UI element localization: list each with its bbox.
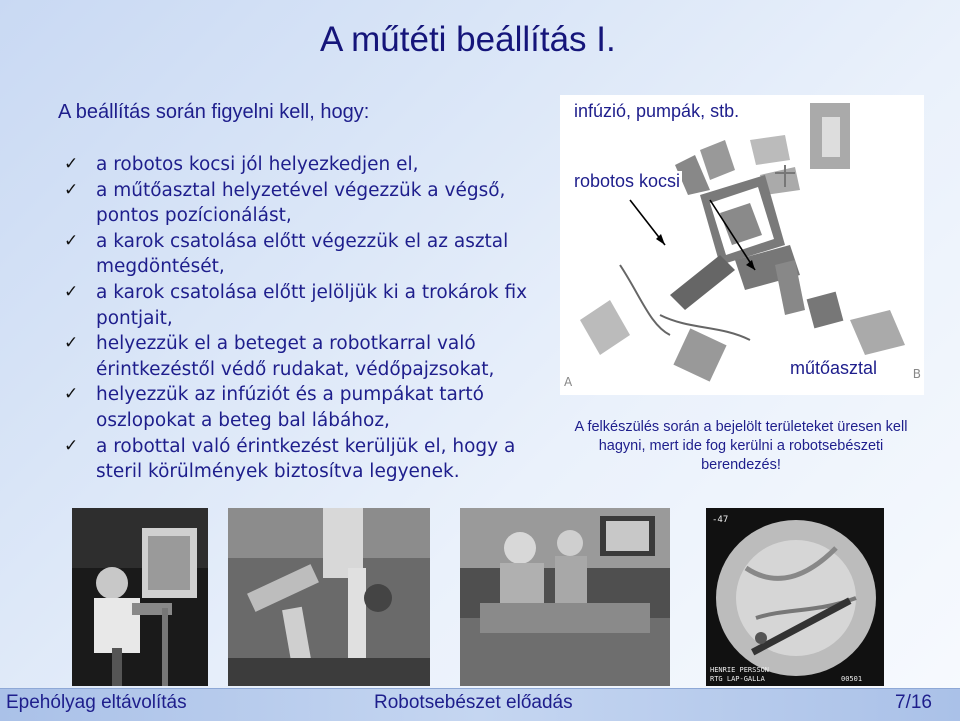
photo-surgeon-console (72, 508, 208, 686)
footer-bar (0, 688, 960, 721)
robot-cart-label: robotos kocsi (574, 171, 681, 191)
list-item-text: helyezzük el a beteget a robotkarral való érintkezéstől védő rudakat, védőpajzsokat, (96, 333, 495, 380)
diagram-caption: A felkészülés során a bejelölt területeket üresen kell hagyni, mert ide fog kerülni a robotsebészeti berendezés! (574, 419, 908, 473)
operating-table-label: műtőasztal (790, 358, 878, 378)
list-item (64, 229, 544, 280)
check-icon: ✓ (64, 179, 79, 200)
xray-corner-text: -47 (712, 515, 729, 525)
checklist (64, 152, 544, 485)
check-icon: ✓ (64, 154, 79, 174)
check-icon: ✓ (64, 384, 79, 405)
list-item (64, 382, 544, 433)
xray-exam-text: RTG LAP-GALLA (710, 675, 765, 683)
photo-operating-room (460, 508, 670, 686)
list-item (64, 178, 544, 229)
list-item-text: a karok csatolása előtt végezzük el az asztal megdöntését, (96, 230, 509, 278)
list-item (64, 434, 544, 485)
xray-patient-text: HENRIE PERSSON (710, 666, 770, 674)
footer-topic: Epehólyag eltávolítás (6, 692, 187, 713)
photo-xray (706, 508, 884, 686)
page-number: 7/16 (895, 692, 932, 713)
check-icon: ✓ (64, 333, 79, 354)
list-item (64, 152, 544, 178)
list-item-text: a robotos kocsi jól helyezkedjen el, (96, 154, 419, 175)
diagram-label-b: B (912, 367, 921, 381)
diagram-label-a: A (564, 375, 573, 389)
list-item-text: a műtőasztal helyzetével végezzük a végső, pontos pozícionálást, (96, 179, 506, 227)
or-setup-diagram (560, 95, 924, 395)
infusion-label: infúzió, pumpák, stb. (574, 101, 740, 121)
xray-number-text: 00501 (841, 675, 863, 683)
check-icon: ✓ (64, 230, 79, 251)
or-layout-drawing (560, 95, 924, 395)
list-item (64, 280, 544, 331)
footer-course: Robotsebészet előadás (374, 692, 573, 713)
list-item-text: helyezzük az infúziót és a pumpákat tartó oszlopokat a beteg bal lábához, (96, 384, 484, 431)
check-icon: ✓ (64, 281, 79, 302)
list-item (64, 331, 544, 382)
check-icon: ✓ (64, 435, 79, 456)
photo-robot-arms (228, 508, 430, 686)
list-item-text: a robottal való érintkezést kerüljük el, hogy a steril körülmények biztosítva legyenek. (96, 435, 516, 483)
intro-text: A beállítás során figyelni kell, hogy: (58, 101, 370, 123)
list-item-text: a karok csatolása előtt jelöljük ki a trokárok fix pontjait, (96, 281, 528, 329)
slide-title: A műtéti beállítás I. (320, 20, 616, 59)
